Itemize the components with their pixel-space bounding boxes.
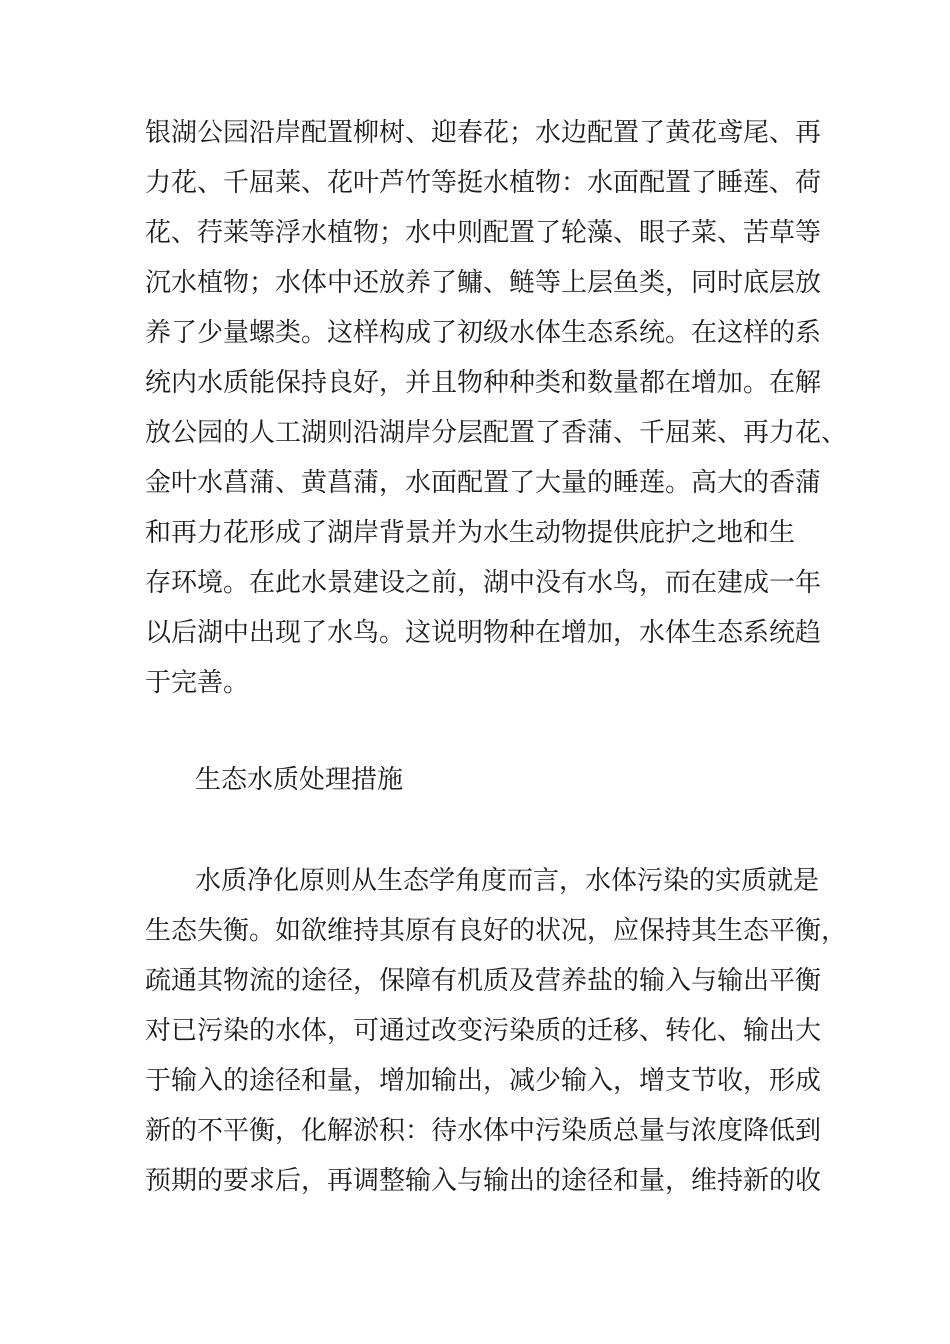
text-line: 生态失衡。如欲维持其原有良好的状况，应保持其生态平衡， (145, 916, 848, 946)
text-line: 力花、千屈莱、花叶芦竹等挺水植物：水面配置了睡莲、荷 (145, 168, 822, 198)
text-line: 以后湖中出现了水鸟。这说明物种在增加，水体生态系统趋 (145, 618, 822, 648)
section-heading (145, 755, 815, 805)
text-line: 花、荇莱等浮水植物；水中则配置了轮藻、眼子菜、苦草等 (145, 218, 822, 248)
text-line: 新的不平衡，化解淤积：待水体中污染质总量与浓度降低到 (145, 1116, 822, 1146)
text-line: 疏通其物流的途径，保障有机质及营养盐的输入与输出平衡 (145, 966, 822, 996)
text-line: 于输入的途径和量，增加输出，减少输入，增支节收，形成 (145, 1066, 822, 1096)
paragraph-water-purification (145, 856, 848, 1206)
text-line: 沉水植物；水体中还放养了鳙、鲢等上层鱼类，同时底层放 (145, 268, 822, 298)
text-line: 银湖公园沿岸配置柳树、迎春花；水边配置了黄花鸢尾、再 (145, 118, 822, 148)
text-line: 于完善。 (145, 668, 250, 698)
text-line: 金叶水菖蒲、黄菖蒲，水面配置了大量的睡莲。高大的香蒲 (145, 468, 822, 498)
text-line: 统内水质能保持良好，并且物种种类和数量都在增加。在解 (145, 368, 822, 398)
text-line: 存环境。在此水景建设之前，湖中没有水鸟，而在建成一年 (145, 568, 822, 598)
text-line: 养了少量螺类。这样构成了初级水体生态系统。在这样的系 (145, 318, 822, 348)
text-line: 水质净化原则从生态学角度而言，水体污染的实质就是 (195, 866, 820, 896)
text-line: 和再力花形成了湖岸背景并为水生动物提供庇护之地和生 (145, 518, 796, 548)
section-heading-text: 生态水质处理措施 (195, 765, 404, 795)
text-line: 对已污染的水体，可通过改变污染质的迁移、转化、输出大 (145, 1016, 822, 1046)
paragraph-aquatic-planting (145, 108, 848, 708)
text-line: 预期的要求后，再调整输入与输出的途径和量，维持新的收 (145, 1166, 822, 1196)
text-line: 放公园的人工湖则沿湖岸分层配置了香蒲、千屈莱、再力花、 (145, 418, 848, 448)
